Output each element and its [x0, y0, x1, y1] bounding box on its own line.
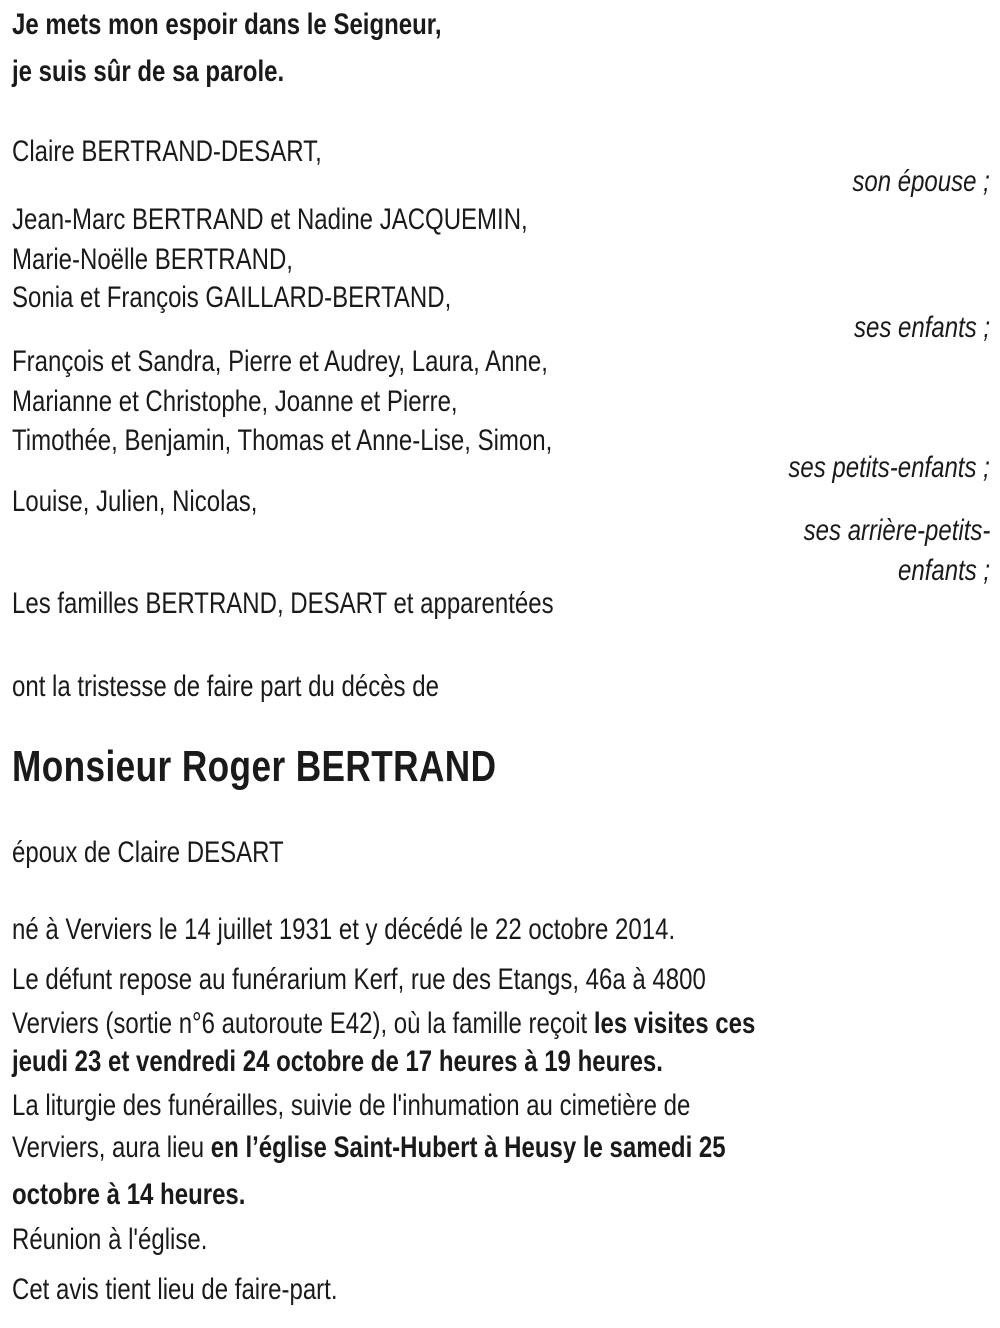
great-grandchildren-relation-label-1	[757, 513, 990, 549]
grandchildren-names-3: Timothée, Benjamin, Thomas et Anne-Lise, Simon,	[12, 424, 553, 457]
announcement-line	[12, 669, 546, 705]
great-grandchildren-relation-text-1: ses arrière-petits-	[803, 514, 990, 547]
liturgy-line-1	[12, 1088, 860, 1124]
children-relation-text: ses enfants ;	[853, 311, 990, 344]
great-grandchildren-names: Louise, Julien, Nicolas,	[12, 485, 258, 518]
deceased-spouse-of-text: époux de Claire DESART	[12, 836, 284, 869]
repose-line-2	[12, 1006, 941, 1042]
reunion-line	[12, 1222, 256, 1258]
children-name-line-1	[12, 202, 657, 238]
children-names-2: Marie-Noëlle BERTRAND,	[12, 243, 293, 276]
great-grandchildren-name-line	[12, 484, 319, 520]
families-text: Les familles BERTRAND, DESART et apparentées	[12, 587, 554, 620]
spouse-name: Claire BERTRAND-DESART,	[12, 135, 322, 168]
birth-death-line	[12, 912, 841, 948]
children-names-1: Jean-Marc BERTRAND et Nadine JACQUEMIN,	[12, 203, 528, 236]
repose-text-1: Le défunt repose au funérarium Kerf, rue des Etangs, 46a à 4800	[12, 963, 706, 996]
spouse-relation-text: son épouse ;	[852, 165, 990, 198]
grandchildren-relation-label	[738, 450, 990, 486]
birth-death-text: né à Verviers le 14 juillet 1931 et y décédé le 22 octobre 2014.	[12, 913, 676, 946]
children-names-3: Sonia et François GAILLARD-BERTAND,	[12, 281, 452, 314]
deceased-spouse-of-line	[12, 835, 352, 871]
epigraph-line-2	[12, 54, 352, 90]
liturgy-text-2-regular: Verviers, aura lieu	[12, 1131, 211, 1164]
liturgy-line-3	[12, 1177, 304, 1213]
epigraph-text-1: Je mets mon espoir dans le Seigneur,	[12, 8, 442, 41]
children-name-line-2	[12, 242, 363, 278]
children-name-line-3	[12, 280, 561, 316]
notice-text: Cet avis tient lieu de faire-part.	[12, 1273, 338, 1306]
notice-line	[12, 1272, 419, 1308]
repose-line-1	[12, 962, 879, 998]
repose-text-3: jeudi 23 et vendredi 24 octobre de 17 heures à 19 heures.	[12, 1045, 663, 1078]
deceased-name-text: Monsieur Roger BERTRAND	[12, 742, 497, 791]
grandchildren-name-line-3	[12, 423, 687, 459]
families-line	[12, 586, 689, 622]
deceased-name-heading	[12, 742, 618, 792]
liturgy-text-1: La liturgie des funérailles, suivie de l'inhumation au cimetière de	[12, 1089, 691, 1122]
liturgy-text-2-bold: en l’église Saint-Hubert à Heusy le samedi 25	[210, 1131, 726, 1164]
repose-text-2-bold: les visites ces	[593, 1007, 756, 1040]
grandchildren-names-2: Marianne et Christophe, Joanne et Pierre,	[12, 385, 458, 418]
epigraph-line-1	[12, 7, 549, 43]
repose-line-3	[12, 1044, 826, 1080]
spouse-relation-label	[818, 164, 990, 200]
grandchildren-relation-text: ses petits-enfants ;	[788, 451, 990, 484]
repose-text-2	[12, 1006, 755, 1042]
spouse-name-line	[12, 134, 399, 170]
reunion-text: Réunion à l'église.	[12, 1223, 208, 1256]
great-grandchildren-relation-label-2	[875, 553, 990, 589]
liturgy-text-3: octobre à 14 heures.	[12, 1178, 246, 1211]
grandchildren-name-line-2	[12, 384, 569, 420]
children-relation-label	[820, 310, 990, 346]
liturgy-line-2	[12, 1130, 904, 1166]
grandchildren-names-1: François et Sandra, Pierre et Audrey, Laura, Anne,	[12, 345, 548, 378]
great-grandchildren-relation-text-2: enfants ;	[897, 554, 990, 587]
repose-text-2-regular: Verviers (sortie n°6 autoroute E42), où la famille reçoit	[12, 1007, 594, 1040]
grandchildren-name-line-1	[12, 344, 682, 380]
announcement-text: ont la tristesse de faire part du décès de	[12, 670, 439, 703]
epigraph-text-2: je suis sûr de sa parole.	[12, 55, 285, 88]
liturgy-text-2	[12, 1130, 726, 1166]
